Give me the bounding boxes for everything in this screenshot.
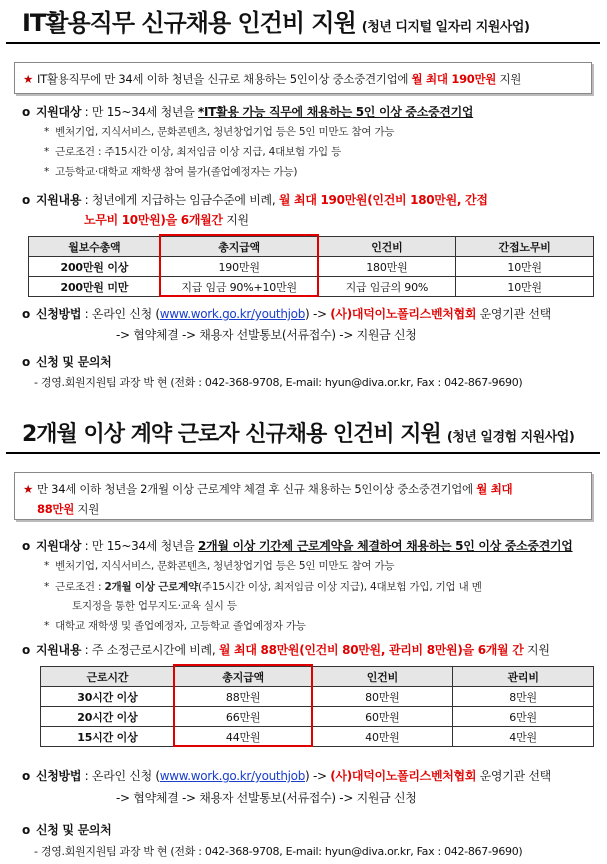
table-cell: 지급 임금 90%+10만원 (160, 277, 318, 297)
bullet-icon: o (22, 539, 30, 553)
bullet-icon: o (22, 643, 30, 657)
section1-target-item: * 고등학교·대학교 재학생 참여 불가(졸업예정자는 가능) (44, 166, 298, 178)
bullet-icon: o (22, 769, 30, 783)
table-cell: 10만원 (456, 257, 594, 277)
section2-title: 2개월 이상 계약 근로자 신규채용 인건비 지원 (청년 일경험 지원사업) (22, 422, 575, 447)
section2-title-bar (6, 412, 600, 454)
star-icon: ★ (23, 72, 34, 86)
table-cell: 60만원 (312, 707, 453, 727)
table-cell: 200만원 미만 (29, 277, 161, 297)
section2-content-line: o 지원내용 : 주 소정근로시간에 비례, 월 최대 88만원(인건비 80만원, 관리비 8만원)을 6개월 간 지원 (22, 643, 550, 657)
section1-title-bar (6, 2, 600, 44)
table-cell: 80만원 (312, 687, 453, 707)
bullet-icon: o (22, 823, 30, 837)
section1-target-item: * 벤처기업, 지식서비스, 문화콘텐츠, 청년창업기업 등은 5인 미만도 참여 가능 (44, 126, 395, 138)
table-cell: 30시간 이상 (41, 687, 175, 707)
table-cell: 10만원 (456, 277, 594, 297)
section2-contact-heading: o 신청 및 문의처 (22, 823, 112, 837)
section2-apply-line: o 신청방법 : 온라인 신청 (www.work.go.kr/youthjob) -> (사)대덕이노폴리스벤처협회 운영기관 선택 (22, 769, 551, 783)
table-cell: 44만원 (174, 727, 312, 747)
section1-apply-line2: -> 협약체결 -> 채용자 선발통보(서류접수) -> 지원금 신청 (116, 328, 417, 342)
table-row (29, 277, 594, 297)
bullet-icon: o (22, 193, 30, 207)
table-cell: 66만원 (174, 707, 312, 727)
section1-support-table (28, 236, 594, 297)
youthjob-link[interactable]: www.work.go.kr/youthjob (159, 307, 306, 321)
section2-support-table (40, 666, 594, 747)
section2-target-item: * 벤처기업, 지식서비스, 문화콘텐츠, 청년창업기업 등은 5인 미만도 참여 가능 (44, 560, 395, 572)
section1-content-line: o 지원내용 : 청년에게 지급하는 임금수준에 비례, 월 최대 190만원(인건비 180만원, 간접 (22, 193, 488, 207)
section2-apply-line2: -> 협약체결 -> 채용자 선발통보(서류접수) -> 지원금 신청 (116, 791, 417, 805)
bullet-icon: o (22, 105, 30, 119)
table-cell: 88만원 (174, 687, 312, 707)
table-cell: 20시간 이상 (41, 707, 175, 727)
section2-target-item: * 근로조건 : 2개월 이상 근로계약(주15시간 이상, 최저임금 이상 지급), 4대보험 가입, 기업 내 멘 (44, 581, 482, 593)
youthjob-link[interactable]: www.work.go.kr/youthjob (159, 769, 306, 783)
table-cell: 6만원 (453, 707, 594, 727)
bullet-icon: o (22, 307, 30, 321)
section2-subtitle: (청년 일경험 지원사업) (446, 430, 575, 445)
section2-contact-info: - 경영.회원지원팀 과장 박 현 (전화 : 042-368-9708, E-mail: hyun@diva.or.kr, Fax : 042-867-9690) (34, 845, 523, 858)
table-cell: 지급 임금의 90% (318, 277, 456, 297)
section1-title: IT활용직무 신규채용 인건비 지원 (청년 디지털 일자리 지원사업) (22, 9, 530, 37)
section1-target-line: o 지원대상 : 만 15~34세 청년을 *IT활용 가능 직무에 채용하는 5인 이상 중소중견기업 (22, 105, 474, 119)
table-cell: 190만원 (160, 257, 318, 277)
table-header-cell: 총지급액 (174, 667, 312, 687)
table-cell: 15시간 이상 (41, 727, 175, 747)
table-header-cell: 총지급액 (160, 237, 318, 257)
section1-content-line2: 노무비 10만원)을 6개월간 지원 (84, 213, 249, 227)
section1-contact-info: - 경영.회원지원팀 과장 박 현 (전화 : 042-368-9708, E-mail: hyun@diva.or.kr, Fax : 042-867-9690) (34, 376, 523, 389)
table-cell: 4만원 (453, 727, 594, 747)
table-cell: 8만원 (453, 687, 594, 707)
table-row (41, 727, 594, 747)
table-header-row (41, 667, 594, 687)
section1-apply-line: o 신청방법 : 온라인 신청 (www.work.go.kr/youthjob) -> (사)대덕이노폴리스벤처협회 운영기관 선택 (22, 307, 551, 321)
table-row (29, 257, 594, 277)
table-header-row (29, 237, 594, 257)
table-header-cell: 월보수총액 (29, 237, 161, 257)
bullet-icon: o (22, 355, 30, 369)
table-header-cell: 근로시간 (41, 667, 175, 687)
table-cell: 200만원 이상 (29, 257, 161, 277)
section2-target-item: * 대학교 재학생 및 졸업예정자, 고등학교 졸업예정자 가능 (44, 620, 306, 632)
table-header-cell: 인건비 (318, 237, 456, 257)
table-cell: 40만원 (312, 727, 453, 747)
table-row (41, 707, 594, 727)
table-row (41, 687, 594, 707)
section1-target-item: * 근로조건 : 주15시간 이상, 최저임금 이상 지급, 4대보험 가입 등 (44, 146, 342, 158)
section2-target-item: 토지정을 통한 업무지도·교육 실시 등 (72, 600, 237, 612)
section1-subtitle: (청년 디지털 일자리 지원사업) (361, 20, 530, 35)
star-icon: ★ (23, 482, 34, 496)
section1-contact-heading: o 신청 및 문의처 (22, 355, 112, 369)
section1-notice-box: ★ IT활용직무에 만 34세 이하 청년을 신규로 채용하는 5인이상 중소중견기업에 월 최대 190만원 지원 (14, 62, 592, 94)
section2-notice-box: ★ 만 34세 이하 청년을 2개월 이상 근로계약 체결 후 신규 채용하는 5인이상 중소중견기업에 월 최대 88만원 지원 (14, 472, 592, 520)
table-header-cell: 간접노무비 (456, 237, 594, 257)
table-cell: 180만원 (318, 257, 456, 277)
table-header-cell: 인건비 (312, 667, 453, 687)
section2-target-line: o 지원대상 : 만 15~34세 청년을 2개월 이상 기간제 근로계약을 체결하여 채용하는 5인 이상 중소중견기업 (22, 539, 573, 553)
table-header-cell: 관리비 (453, 667, 594, 687)
